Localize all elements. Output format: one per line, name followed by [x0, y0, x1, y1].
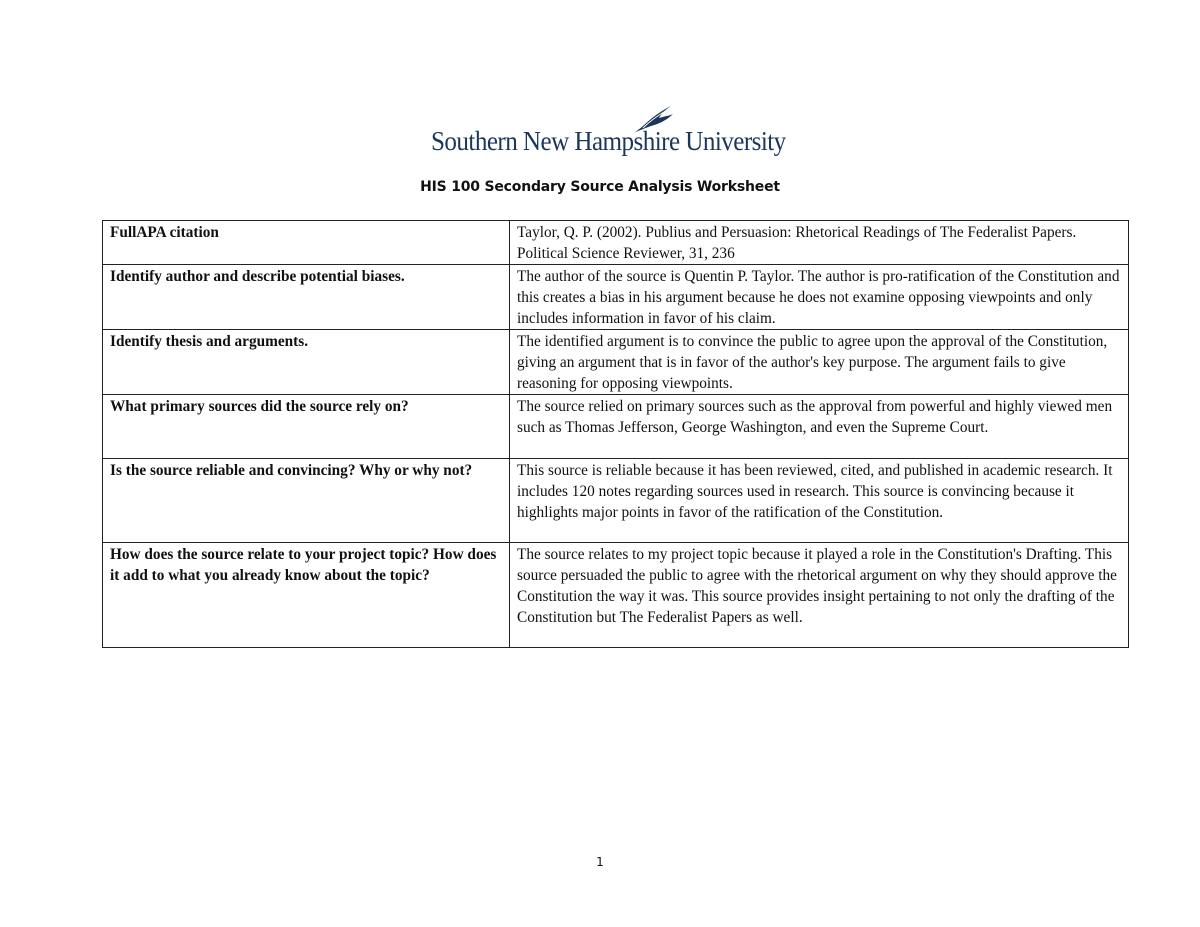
row-answer: The identified argument is to convince the public to agree upon the approval of the Constitution, giving an argument that is in favor of the author's key purpose. The argument fails to give reasoning for opposing viewpoints. [510, 330, 1129, 395]
university-logo [431, 104, 786, 162]
table-row [103, 543, 1129, 648]
analysis-table [102, 220, 1129, 648]
row-answer: The source relied on primary sources such as the approval from powerful and highly viewed men such as Thomas Jefferson, George Washington, and even the Supreme Court. [510, 395, 1129, 459]
table-row [103, 221, 1129, 265]
row-answer: Taylor, Q. P. (2002). Publius and Persuasion: Rhetorical Readings of The Federalist Papers. Political Science Reviewer, 31, 236 [510, 221, 1129, 265]
table-row [103, 395, 1129, 459]
university-name: Southern New Hampshire University [431, 126, 786, 156]
row-question: How does the source relate to your project topic? How does it add to what you already know about the topic? [103, 543, 510, 648]
table-row [103, 265, 1129, 330]
row-answer: This source is reliable because it has been reviewed, cited, and published in academic research. It includes 120 notes regarding sources used in research. This source is convincing because it highlights major points in favor of the ratification of the Constitution. [510, 459, 1129, 543]
row-question: FullAPA citation [103, 221, 510, 265]
row-question: Identify author and describe potential biases. [103, 265, 510, 330]
row-question: Identify thesis and arguments. [103, 330, 510, 395]
page-title: HIS 100 Secondary Source Analysis Worksheet [420, 179, 780, 195]
row-question: What primary sources did the source rely on? [103, 395, 510, 459]
page-number: 1 [596, 855, 604, 869]
row-answer: The author of the source is Quentin P. Taylor. The author is pro-ratification of the Constitution and this creates a bias in his argument because he does not examine opposing viewpoints and only includes information in favor of his claim. [510, 265, 1129, 330]
table-row [103, 330, 1129, 395]
row-question: Is the source reliable and convincing? Why or why not? [103, 459, 510, 543]
table-row [103, 459, 1129, 543]
row-answer: The source relates to my project topic because it played a role in the Constitution's Drafting. This source persuaded the public to agree with the rhetorical argument on why they should approve the Constitution the way it was. This source provides insight pertaining to not only the drafting of the Constitution but The Federalist Papers as well. [510, 543, 1129, 648]
